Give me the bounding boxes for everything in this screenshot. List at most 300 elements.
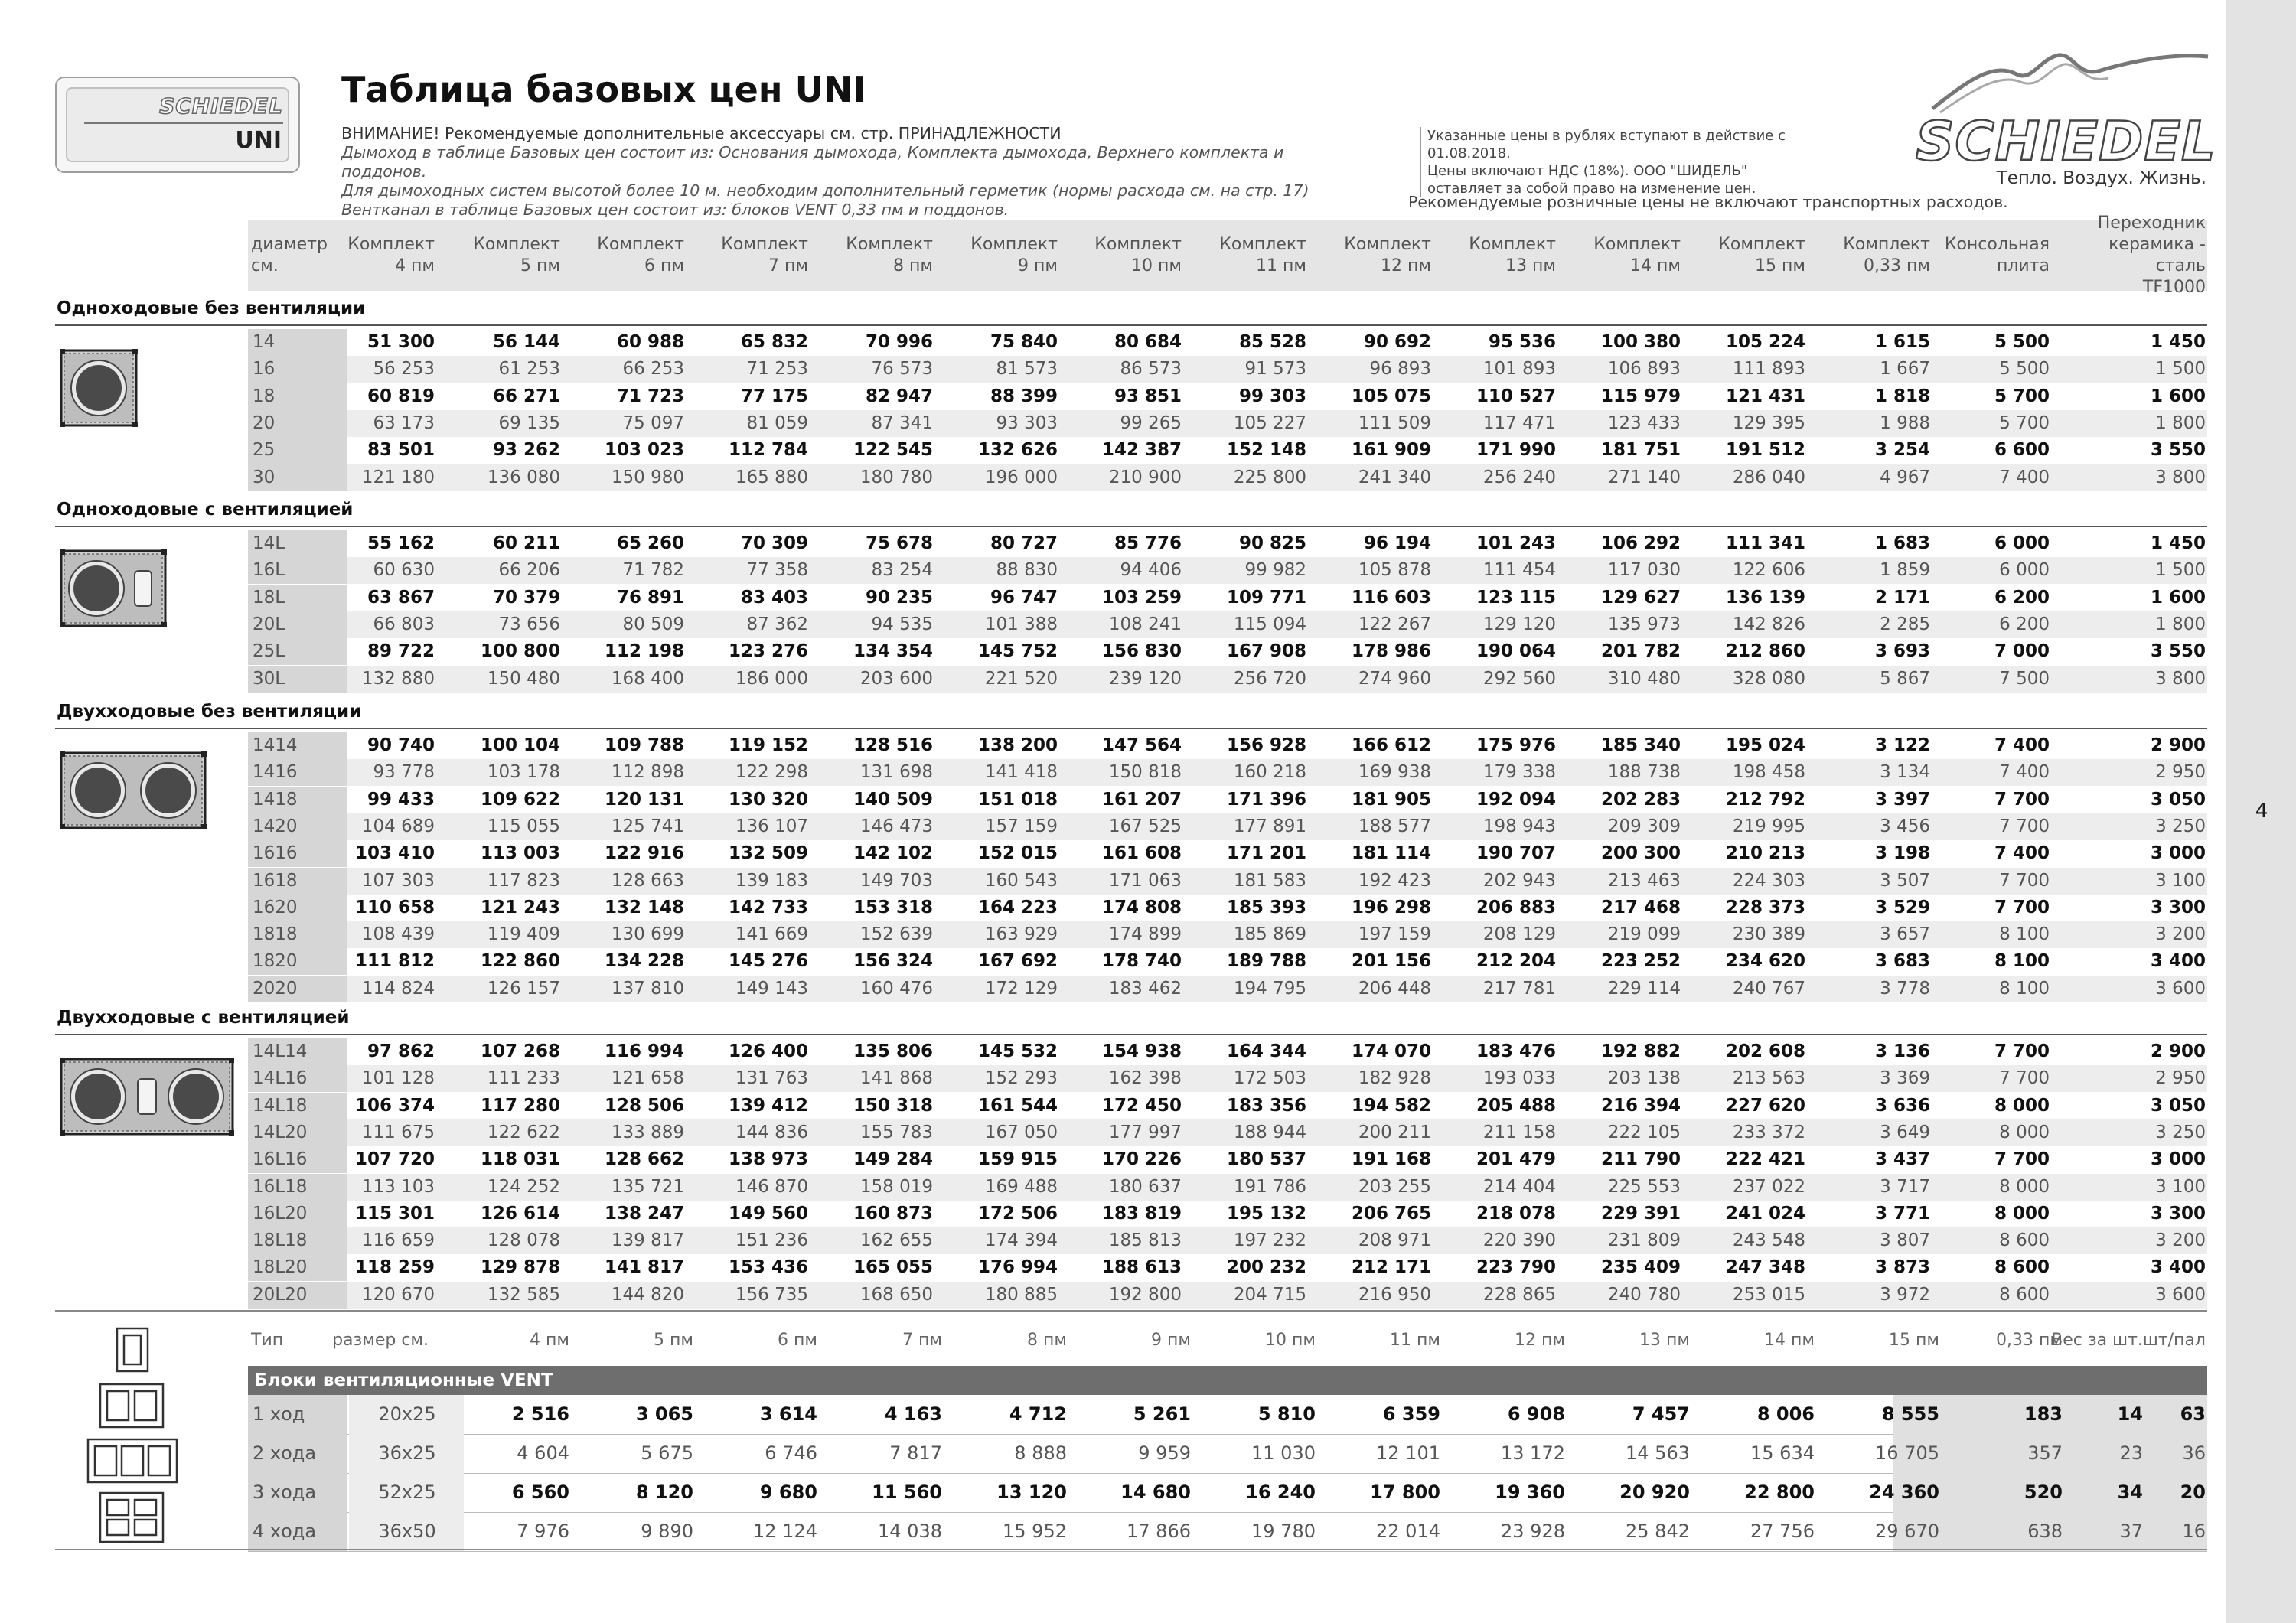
price-cell: 206 765 — [1351, 1203, 1431, 1224]
price-cell: 142 733 — [728, 897, 808, 917]
price-cell: 130 699 — [611, 924, 684, 945]
price-cell: 185 393 — [1226, 897, 1306, 917]
diameter-cell: 14L18 — [253, 1095, 308, 1116]
section-title: Одноходовые с вентиляцией — [57, 500, 354, 520]
price-cell: 91 573 — [1244, 359, 1306, 380]
vent-column-header: 6 пм — [778, 1331, 817, 1350]
price-cell: 169 488 — [984, 1176, 1058, 1197]
price-cell: 216 394 — [1600, 1095, 1681, 1116]
price-cell: 211 790 — [1600, 1149, 1681, 1170]
price-cell: 60 211 — [492, 533, 560, 553]
price-cell: 3 800 — [2155, 467, 2206, 487]
price-cell: 203 255 — [1358, 1176, 1431, 1197]
price-cell: 228 865 — [1482, 1284, 1556, 1305]
price-cell: 111 509 — [1358, 412, 1431, 433]
vent-price-cell: 11 030 — [1251, 1442, 1316, 1464]
price-cell: 135 806 — [853, 1041, 933, 1061]
price-cell: 145 276 — [728, 951, 808, 972]
price-cell: 151 018 — [977, 789, 1058, 810]
price-cell: 132 148 — [604, 897, 684, 917]
price-cell: 201 156 — [1351, 951, 1431, 972]
table-row — [248, 921, 2207, 948]
price-cell: 203 600 — [859, 668, 933, 689]
price-cell: 70 309 — [740, 533, 808, 553]
price-cell: 190 064 — [1476, 641, 1556, 662]
price-cell: 6 200 — [1994, 587, 2050, 608]
diameter-cell: 30 — [253, 467, 276, 487]
price-cell: 81 573 — [996, 359, 1058, 380]
table-row — [248, 976, 2207, 1002]
vent-price-cell: 4 712 — [1009, 1403, 1067, 1425]
price-cell: 3 200 — [2155, 924, 2206, 945]
price-cell: 1 450 — [2150, 332, 2206, 352]
section-title: Одноходовые без вентиляции — [57, 298, 366, 318]
price-cell: 63 867 — [367, 587, 435, 608]
vent-price-cell: 9 680 — [759, 1481, 817, 1503]
price-cell: 129 120 — [1482, 614, 1556, 634]
double-flue-vent-block-icon — [58, 1056, 236, 1140]
price-cell: 142 826 — [1732, 614, 1805, 634]
price-cell: 3 717 — [1880, 1176, 1930, 1197]
price-cell: 128 506 — [604, 1095, 684, 1116]
price-cell: 66 253 — [622, 359, 684, 380]
price-cell: 101 243 — [1476, 533, 1556, 553]
price-cell: 165 055 — [853, 1257, 933, 1278]
price-cell: 8 000 — [1994, 1203, 2050, 1224]
vent-3-flue-icon — [86, 1437, 179, 1488]
price-cell: 119 409 — [487, 924, 560, 945]
price-cell: 239 120 — [1108, 668, 1182, 689]
price-cell: 121 243 — [480, 897, 560, 917]
price-cell: 77 175 — [740, 386, 808, 406]
price-cell: 116 603 — [1351, 587, 1431, 608]
slogan: Тепло. Воздух. Жизнь. — [1996, 168, 2206, 188]
retail-note: Рекомендуемые розничные цены не включают транспортных расходов. — [1408, 193, 2008, 211]
price-cell: 222 105 — [1607, 1122, 1681, 1142]
price-cell: 174 808 — [1101, 897, 1182, 917]
price-cell: 181 751 — [1600, 440, 1681, 461]
price-cell: 106 292 — [1600, 533, 1681, 553]
table-row — [248, 464, 2207, 491]
vent-size-cell: 20x25 — [378, 1403, 436, 1425]
price-cell: 126 614 — [480, 1203, 560, 1224]
diameter-cell: 14L16 — [253, 1068, 308, 1089]
vent-price-cell: 14 038 — [878, 1520, 942, 1542]
diameter-cell: 1620 — [253, 897, 298, 917]
price-cell: 3 250 — [2155, 816, 2206, 836]
vent-table-row — [248, 1434, 2207, 1474]
price-cell: 223 790 — [1476, 1257, 1556, 1278]
price-cell: 162 398 — [1108, 1068, 1182, 1089]
price-cell: 66 271 — [492, 386, 560, 406]
price-cell: 7 700 — [1994, 789, 2050, 810]
price-cell: 181 905 — [1351, 789, 1431, 810]
vent-price-cell: 16 705 — [1875, 1442, 1939, 1464]
price-cell: 121 658 — [611, 1068, 684, 1089]
price-cell: 134 354 — [853, 641, 933, 662]
column-header: Комплект 10 пм — [1094, 235, 1182, 275]
section-divider — [55, 526, 2207, 527]
price-cell: 240 780 — [1607, 1284, 1681, 1305]
price-cell: 196 000 — [984, 467, 1058, 487]
table-row — [248, 1093, 2207, 1119]
price-cell: 99 303 — [1238, 386, 1306, 406]
price-cell: 194 582 — [1351, 1095, 1431, 1116]
price-cell: 2 950 — [2155, 762, 2206, 783]
price-cell: 214 404 — [1482, 1176, 1556, 1197]
price-cell: 177 891 — [1233, 816, 1306, 836]
price-cell: 156 735 — [735, 1284, 808, 1305]
price-cell: 224 303 — [1732, 870, 1805, 891]
price-cell: 160 218 — [1233, 762, 1306, 783]
column-header: Комплект 11 пм — [1219, 235, 1306, 275]
price-cell: 1 859 — [1880, 560, 1930, 581]
price-cell: 86 573 — [1120, 359, 1182, 380]
price-cell: 192 423 — [1358, 870, 1431, 891]
vent-column-header: Вес за шт. — [2051, 1331, 2143, 1350]
diameter-cell: 16L16 — [253, 1149, 308, 1170]
price-cell: 128 662 — [604, 1149, 684, 1170]
price-cell: 60 819 — [367, 386, 435, 406]
column-header: Переходник керамика - сталь TF1000 — [2097, 213, 2206, 297]
price-cell: 90 825 — [1238, 533, 1306, 553]
price-cell: 3 683 — [1874, 951, 1930, 972]
price-cell: 3 050 — [2150, 789, 2206, 810]
column-header: Комплект 15 пм — [1718, 235, 1805, 275]
price-cell: 179 338 — [1482, 762, 1556, 783]
price-cell: 185 869 — [1233, 924, 1306, 945]
price-cell: 160 476 — [859, 978, 933, 999]
price-cell: 3 400 — [2150, 951, 2206, 972]
section-title: Двухходовые без вентиляции — [57, 702, 362, 722]
price-cell: 216 950 — [1358, 1284, 1431, 1305]
price-cell: 188 613 — [1101, 1257, 1182, 1278]
price-cell: 167 050 — [984, 1122, 1058, 1142]
price-cell: 85 776 — [1114, 533, 1182, 553]
price-cell: 213 463 — [1607, 870, 1681, 891]
price-cell: 3 456 — [1880, 816, 1930, 836]
price-cell: 104 689 — [361, 816, 435, 836]
price-cell: 133 889 — [611, 1122, 684, 1142]
price-cell: 122 860 — [480, 951, 560, 972]
price-cell: 149 703 — [859, 870, 933, 891]
vent-price-cell: 36 — [2182, 1442, 2206, 1464]
table-row — [248, 1038, 2207, 1065]
price-cell: 8 000 — [1999, 1122, 2050, 1142]
price-cell: 90 235 — [865, 587, 933, 608]
price-cell: 122 606 — [1732, 560, 1805, 581]
price-cell: 146 473 — [859, 816, 933, 836]
price-cell: 115 979 — [1600, 386, 1681, 406]
price-cell: 101 388 — [984, 614, 1058, 634]
price-cell: 141 817 — [604, 1257, 684, 1278]
price-note-line: Цены включают НДС (18%). ООО "ШИДЕЛЬ" — [1427, 163, 1748, 179]
price-cell: 192 882 — [1600, 1041, 1681, 1061]
vent-type-cell: 4 хода — [253, 1520, 317, 1542]
diameter-cell: 14L — [253, 533, 285, 553]
price-cell: 174 899 — [1108, 924, 1182, 945]
price-cell: 180 537 — [1226, 1149, 1306, 1170]
price-cell: 101 128 — [361, 1068, 435, 1089]
price-cell: 3 807 — [1880, 1230, 1930, 1251]
price-cell: 210 900 — [1108, 467, 1182, 487]
vent-column-header: Тип — [251, 1331, 284, 1350]
price-cell: 164 223 — [977, 897, 1058, 917]
vent-price-cell: 183 — [2024, 1403, 2063, 1425]
price-cell: 161 544 — [977, 1095, 1058, 1116]
price-cell: 271 140 — [1607, 467, 1681, 487]
price-cell: 106 893 — [1607, 359, 1681, 380]
vent-price-cell: 7 976 — [517, 1520, 569, 1542]
price-cell: 107 720 — [354, 1149, 435, 1170]
price-cell: 3 636 — [1874, 1095, 1930, 1116]
price-cell: 174 394 — [984, 1230, 1058, 1251]
price-cell: 3 600 — [2155, 1284, 2206, 1305]
vent-column-header: 12 пм — [1515, 1331, 1565, 1350]
diameter-cell: 18 — [253, 386, 276, 406]
price-cell: 5 700 — [1999, 412, 2050, 433]
price-cell: 178 740 — [1101, 951, 1182, 972]
price-cell: 105 075 — [1351, 386, 1431, 406]
price-cell: 116 994 — [604, 1041, 684, 1061]
price-cell: 3 972 — [1880, 1284, 1930, 1305]
price-cell: 107 303 — [361, 870, 435, 891]
vent-price-cell: 7 817 — [889, 1442, 942, 1464]
price-cell: 96 194 — [1363, 533, 1431, 553]
price-cell: 161 909 — [1351, 440, 1431, 461]
price-cell: 161 608 — [1101, 843, 1182, 864]
price-cell: 151 236 — [735, 1230, 808, 1251]
vent-title-bar — [248, 1366, 2207, 1395]
price-cell: 3 200 — [2155, 1230, 2206, 1251]
price-cell: 66 206 — [498, 560, 560, 581]
price-cell: 111 675 — [361, 1122, 435, 1142]
table-row — [248, 948, 2207, 975]
price-cell: 83 501 — [367, 440, 435, 461]
price-cell: 76 573 — [871, 359, 933, 380]
vent-column-header: шт/пал — [2142, 1331, 2206, 1350]
price-cell: 163 929 — [984, 924, 1058, 945]
price-cell: 145 752 — [977, 641, 1058, 662]
price-cell: 83 254 — [871, 560, 933, 581]
vent-price-cell: 6 560 — [511, 1481, 569, 1503]
price-cell: 189 788 — [1226, 951, 1306, 972]
price-cell: 146 870 — [735, 1176, 808, 1197]
price-cell: 65 260 — [616, 533, 684, 553]
price-cell: 61 253 — [498, 359, 560, 380]
price-cell: 3 550 — [2150, 641, 2206, 662]
vent-price-cell: 24 360 — [1869, 1481, 1939, 1503]
price-cell: 93 778 — [373, 762, 435, 783]
price-cell: 3 100 — [2155, 1176, 2206, 1197]
price-cell: 159 915 — [977, 1149, 1058, 1170]
price-cell: 60 630 — [373, 560, 435, 581]
vent-size-cell: 52x25 — [378, 1481, 436, 1503]
price-cell: 200 211 — [1358, 1122, 1431, 1142]
price-cell: 237 022 — [1732, 1176, 1805, 1197]
vent-price-cell: 23 928 — [1501, 1520, 1565, 1542]
table-row — [248, 813, 2207, 840]
price-cell: 6 000 — [1999, 560, 2050, 581]
table-row — [248, 666, 2207, 693]
price-cell: 221 520 — [984, 668, 1058, 689]
vent-type-cell: 3 хода — [253, 1481, 317, 1503]
column-header: Комплект 14 пм — [1593, 235, 1681, 275]
schiedel-logo — [1910, 47, 2216, 189]
diameter-cell: 1618 — [253, 870, 298, 891]
price-cell: 1 818 — [1874, 386, 1930, 406]
price-cell: 110 658 — [354, 897, 435, 917]
price-cell: 200 232 — [1226, 1257, 1306, 1278]
price-cell: 172 450 — [1101, 1095, 1182, 1116]
price-cell: 175 976 — [1476, 735, 1556, 755]
column-header: Комплект 7 пм — [721, 235, 808, 275]
price-cell: 240 767 — [1732, 978, 1805, 999]
price-cell: 93 262 — [492, 440, 560, 461]
vent-price-cell: 4 163 — [884, 1403, 942, 1425]
price-cell: 128 078 — [487, 1230, 560, 1251]
price-cell: 193 033 — [1482, 1068, 1556, 1089]
price-cell: 70 996 — [865, 332, 933, 352]
price-cell: 140 509 — [853, 789, 933, 810]
price-cell: 144 820 — [611, 1284, 684, 1305]
schiedel-logo-word: SCHIEDEL — [1916, 110, 2216, 173]
price-cell: 103 023 — [604, 440, 684, 461]
diameter-cell: 1418 — [253, 789, 298, 810]
price-cell: 3 693 — [1874, 641, 1930, 662]
price-cell: 195 132 — [1226, 1203, 1306, 1224]
price-cell: 183 356 — [1226, 1095, 1306, 1116]
price-cell: 185 813 — [1108, 1230, 1182, 1251]
price-cell: 3 300 — [2150, 897, 2206, 917]
diameter-cell: 18L18 — [253, 1230, 308, 1251]
price-cell: 109 771 — [1226, 587, 1306, 608]
price-cell: 142 102 — [853, 843, 933, 864]
price-cell: 77 358 — [746, 560, 808, 581]
price-cell: 196 298 — [1351, 897, 1431, 917]
vent-column-header: 11 пм — [1390, 1331, 1440, 1350]
price-cell: 7 400 — [1999, 762, 2050, 783]
price-cell: 87 341 — [871, 412, 933, 433]
price-cell: 310 480 — [1607, 668, 1681, 689]
table-row — [248, 585, 2207, 611]
vent-price-cell: 14 680 — [1120, 1481, 1191, 1503]
uni-logo-label: UNI — [235, 127, 282, 154]
single-flue-block-icon — [58, 347, 139, 432]
price-cell: 96 893 — [1369, 359, 1431, 380]
price-cell: 1 500 — [2155, 560, 2206, 581]
price-cell: 228 373 — [1725, 897, 1805, 917]
table-header-row — [248, 213, 2207, 297]
column-header: Комплект 5 пм — [473, 235, 560, 275]
diameter-cell: 30L — [253, 668, 285, 689]
price-cell: 122 622 — [487, 1122, 560, 1142]
price-cell: 128 663 — [611, 870, 684, 891]
price-cell: 218 078 — [1476, 1203, 1556, 1224]
price-cell: 99 433 — [367, 789, 435, 810]
price-cell: 3 100 — [2155, 870, 2206, 891]
price-cell: 201 782 — [1600, 641, 1681, 662]
diameter-cell: 14 — [253, 332, 276, 352]
price-cell: 156 324 — [853, 951, 933, 972]
price-cell: 111 454 — [1482, 560, 1556, 581]
price-cell: 101 893 — [1482, 359, 1556, 380]
price-cell: 55 162 — [367, 533, 435, 553]
price-cell: 149 284 — [853, 1149, 933, 1170]
price-cell: 121 180 — [361, 467, 435, 487]
price-validity-note — [1420, 127, 1856, 197]
section-divider — [55, 1034, 2207, 1035]
price-note-line: оставляет за собой право на изменение цен. — [1427, 181, 1756, 197]
mountain-swoosh-icon — [1925, 47, 2216, 116]
price-cell: 208 129 — [1482, 924, 1556, 945]
price-cell: 6 200 — [1999, 614, 2050, 634]
price-cell: 88 830 — [996, 560, 1058, 581]
price-cell: 202 608 — [1725, 1041, 1805, 1061]
price-cell: 8 000 — [1994, 1095, 2050, 1116]
price-cell: 8 100 — [1999, 924, 2050, 945]
price-cell: 7 400 — [1999, 467, 2050, 487]
price-cell: 158 019 — [859, 1176, 933, 1197]
price-cell: 123 433 — [1607, 412, 1681, 433]
price-cell: 206 448 — [1358, 978, 1431, 999]
table-row — [248, 868, 2207, 895]
table-row — [248, 1227, 2207, 1254]
price-cell: 160 543 — [984, 870, 1058, 891]
price-cell: 156 830 — [1101, 641, 1182, 662]
price-cell: 85 528 — [1238, 332, 1306, 352]
price-cell: 115 301 — [354, 1203, 435, 1224]
column-header: Комплект 12 пм — [1344, 235, 1431, 275]
price-cell: 171 990 — [1476, 440, 1556, 461]
price-cell: 3 369 — [1880, 1068, 1930, 1089]
price-cell: 153 436 — [728, 1257, 808, 1278]
price-cell: 168 400 — [611, 668, 684, 689]
section-divider — [55, 324, 2207, 326]
price-cell: 7 700 — [1999, 1068, 2050, 1089]
price-cell: 3 136 — [1874, 1041, 1930, 1061]
price-cell: 7 700 — [1994, 1149, 2050, 1170]
price-cell: 123 276 — [728, 641, 808, 662]
price-cell: 256 240 — [1482, 467, 1556, 487]
price-cell: 167 525 — [1108, 816, 1182, 836]
price-cell: 129 395 — [1732, 412, 1805, 433]
price-cell: 69 135 — [498, 412, 560, 433]
price-cell: 198 943 — [1482, 816, 1556, 836]
vent-type-cell: 1 ход — [253, 1403, 305, 1425]
price-cell: 183 819 — [1101, 1203, 1182, 1224]
price-cell: 208 971 — [1358, 1230, 1431, 1251]
vent-price-cell: 27 756 — [1750, 1520, 1815, 1542]
price-cell: 195 024 — [1725, 735, 1805, 755]
price-cell: 217 468 — [1600, 897, 1681, 917]
vent-price-cell: 23 — [2119, 1442, 2143, 1464]
table-row — [248, 787, 2207, 813]
vent-column-header: 0,33 пм — [1996, 1331, 2063, 1350]
table-row — [248, 732, 2207, 759]
price-cell: 118 259 — [354, 1257, 435, 1278]
note-attention: ВНИМАНИЕ! Рекомендуемые дополнительные аксессуары см. стр. ПРИНАДЛЕЖНОСТИ — [341, 124, 1062, 142]
vent-header-row — [248, 1326, 2207, 1355]
price-cell: 73 656 — [498, 614, 560, 634]
price-cell: 118 031 — [480, 1149, 560, 1170]
price-cell: 2 285 — [1880, 614, 1930, 634]
price-cell: 223 252 — [1600, 951, 1681, 972]
price-cell: 131 763 — [735, 1068, 808, 1089]
price-cell: 130 320 — [728, 789, 808, 810]
price-cell: 8 600 — [1994, 1257, 2050, 1278]
price-cell: 100 104 — [480, 735, 560, 755]
